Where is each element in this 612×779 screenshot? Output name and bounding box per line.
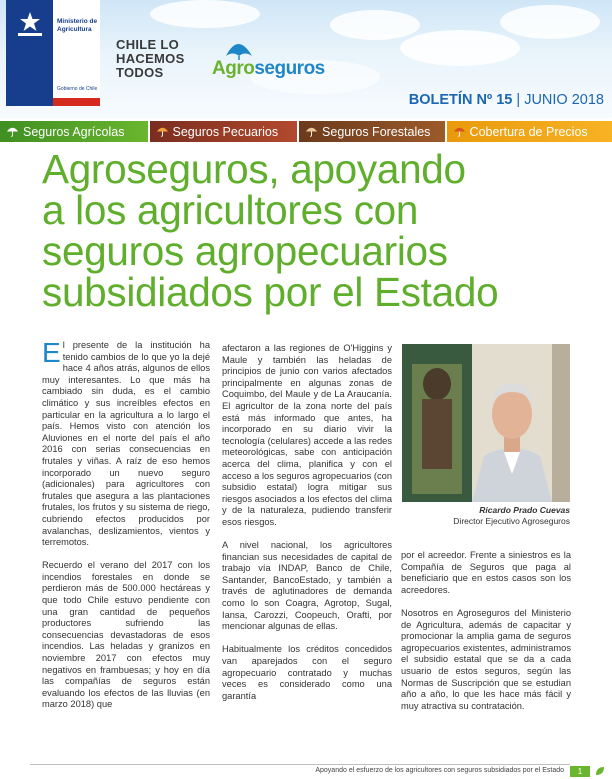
article-title: Agroseguros, apoyando a los agricultores con seguros agropecuarios subsidiados por el Estado [42, 146, 499, 315]
category-seguros-forestales[interactable] [299, 121, 445, 142]
bulletin-info: BOLETÍN Nº 15 | JUNIO 2018 [408, 92, 604, 108]
footer-text: Apoyando el esfuerzo de los agricultores con seguros subsidiados por el Estado [315, 767, 564, 774]
category-label: Seguros Agrícolas [23, 124, 125, 139]
umbrella-icon [305, 125, 318, 138]
ministry-name: Ministerio de Agricultura [57, 18, 98, 33]
caption-role: Director Ejecutivo Agroseguros [453, 515, 570, 526]
photo-caption [402, 505, 570, 526]
article-column-3 [401, 550, 571, 712]
category-cobertura-precios[interactable] [447, 121, 612, 142]
cloud-decoration [500, 5, 600, 39]
agroseguros-logo: Agroseguros [212, 58, 325, 79]
umbrella-icon [453, 125, 466, 138]
article-column-2 [222, 343, 392, 702]
paragraph: afectaron a las regiones de O'Higgins y Maule y también las heladas de principios de junio con varios afectados principalmente en algunas zonas de Coquimbo, del Maule y de La Araucanía. El agricultor de la zona norte del país está más informado que antes, ha incorporado en su diario vivir la tecnología (celulares) accede a las redes meteorológicas, sabe con anticipación acerca del clima, planifica y con el acceso a los seguros agropecuarios (con subsidio estatal) logra mitigar sus riesgos asociados a los efectos del clima y de la naturaleza, pudiendo transferir esos riesgos. [222, 343, 392, 527]
umbrella-icon [156, 125, 169, 138]
category-bar [0, 121, 612, 142]
paragraph: Habitualmente los créditos concedidos van aparejados con el seguro agropecuario contratado y muchas veces es considerado como una garantía [222, 644, 392, 701]
chile-crest-icon [14, 10, 46, 40]
paragraph: por el acreedor. Frente a siniestros es la Compañía de Seguros que paga al beneficiario que en estos casos son los acreedores. [401, 550, 571, 595]
category-label: Seguros Forestales [322, 124, 431, 139]
cloud-decoration [150, 0, 260, 28]
article-column-1 [42, 337, 210, 711]
government-logo [6, 0, 100, 106]
category-seguros-agricolas[interactable] [0, 121, 148, 142]
umbrella-icon [6, 125, 19, 138]
caption-name: Ricardo Prado Cuevas [479, 505, 570, 515]
portrait-photo [402, 344, 570, 502]
category-label: Cobertura de Precios [469, 124, 588, 139]
page-header [0, 0, 612, 118]
drop-cap: E [42, 337, 61, 368]
government-label: Gobierno de Chile [57, 86, 98, 92]
category-label: Seguros Pecuarios [172, 124, 279, 139]
paragraph: Nosotros en Agroseguros del Ministerio de Agricultura, además de capacitar y promocionar la amplia gama de seguros agropecuarios existentes, administramos el subsidio estatal que se da a cada usuario de estos seguros, según las Normas de Suscripción que se estudian año a año, lo que les hace más fácil y muy atractiva su contratación. [401, 607, 571, 711]
slogan: CHILE LO HACEMOS TODOS [116, 37, 185, 80]
page-footer [0, 764, 612, 779]
leaf-icon [594, 765, 606, 777]
cloud-decoration [400, 30, 520, 66]
paragraph: A nivel nacional, los agricultores financian sus necesidades de capital de trabajo vía INDAP, Banco de Chile, Santander, BancoEstado, y también a través de aglutinadores de demanda como lo son Coagra, Agrotop, Sugal, Iansa, Carozzi, Coopeuch, Orafti, por mencionar algunas de ellas. [222, 540, 392, 632]
cloud-decoration [330, 10, 420, 40]
paragraph: El presente de la institución ha tenido cambios de lo que yo la dejé hace 4 años atrás, algunos de ellos muy interesantes. Lo que más ha cambiado sin duda, es el cambio climático y sus increíbles efectos en particular en la agricultura a lo largo el país. Hemos visto con atención los Aluviones en el norte del país el año 2016 con serias consecuencias en frutales y viñas. A raíz de eso hemos incorporado un nuevo seguro (adicionales) para agricultores con frutales que asegura a las plantaciones frutales, los frutos y su sistema de riego, cubriendo efectos producidos por avalanchas, deslizamientos, vientos y terremotos. [42, 337, 210, 548]
paragraph: Recuerdo el verano del 2017 con los incendios forestales en donde se perdieron más de 500.000 hectáreas y que todo Chile estuvo pendiente con una gran cantidad de pequeños productores sufriendo las consecuencias devastadoras de esos incendios. Las heladas y granizos en noviembre 2017 con efectos muy negativos en frambuesas; y hoy en día las compañías de seguros están evaluando los efectos de las lluvias (en marzo 2018) que [42, 560, 210, 710]
page-number: 1 [570, 766, 590, 777]
category-seguros-pecuarios[interactable] [150, 121, 298, 142]
